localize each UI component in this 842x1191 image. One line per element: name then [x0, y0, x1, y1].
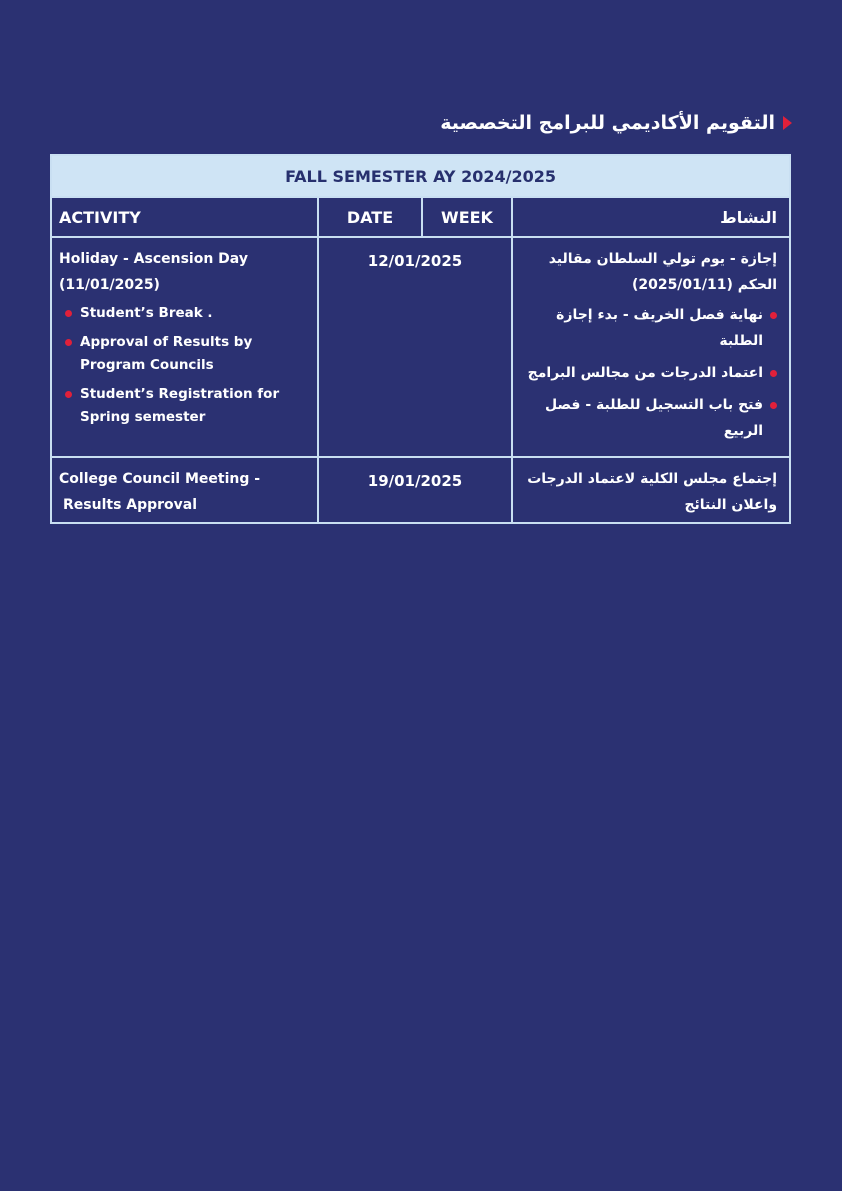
list-item — [521, 302, 777, 354]
section-heading — [192, 112, 792, 134]
heading-title: التقويم الأكاديمي للبرامج التخصصية — [440, 112, 775, 134]
table-title-row — [51, 155, 790, 197]
bullet-text: Student’s Registration for Spring semester — [80, 386, 280, 425]
bullet-text: اعتماد الدرجات من مجالس البرامج — [527, 365, 764, 381]
activity-main: College Council Meeting - — [59, 471, 261, 487]
semester-title: FALL SEMESTER AY 2024/2025 — [51, 155, 790, 197]
bullet-dot-icon — [65, 310, 72, 317]
activity-sub: Results Approval — [63, 497, 198, 513]
header-activity-ar: النشاط — [512, 197, 790, 237]
list-item — [59, 331, 311, 377]
header-activity: ACTIVITY — [51, 197, 318, 237]
bullet-dot-icon — [770, 402, 777, 409]
table-row — [51, 237, 790, 457]
bullet-text: Approval of Results by Program Councils — [80, 334, 253, 373]
list-item — [521, 360, 777, 386]
date-cell: 12/01/2025 — [318, 237, 512, 457]
activity-bullets — [59, 302, 311, 429]
bullet-dot-icon — [770, 370, 777, 377]
activity-main: Holiday - Ascension Day — [59, 251, 248, 267]
activity-ar-bullets — [521, 302, 777, 444]
list-item — [59, 302, 311, 325]
bullet-dot-icon — [65, 339, 72, 346]
activity-ar-cell — [512, 237, 790, 457]
bullet-dot-icon — [770, 312, 777, 319]
list-item — [521, 392, 777, 444]
bullet-text: فتح باب التسجيل للطلبة - فصل الربيع — [545, 397, 764, 439]
activity-ar-main: إجازة - يوم تولي السلطان مقاليد الحكم (2025/01/11) — [548, 251, 778, 293]
header-week: WEEK — [422, 197, 512, 237]
activity-cell — [51, 237, 318, 457]
calendar-table — [50, 154, 791, 524]
list-item — [59, 383, 311, 429]
bullet-dot-icon — [65, 391, 72, 398]
heading-marker-icon — [783, 116, 792, 130]
activity-sub: (11/01/2025) — [59, 277, 160, 293]
bullet-text: نهاية فصل الخريف - بدء إجازة الطلبة — [556, 307, 764, 349]
activity-ar-cell — [512, 457, 790, 523]
bullet-text: Student’s Break . — [80, 305, 213, 321]
header-date: DATE — [318, 197, 422, 237]
activity-ar-main: إجتماع مجلس الكلية لاعتماد الدرجات واعلان النتائج — [527, 471, 778, 513]
activity-cell — [51, 457, 318, 523]
table-header-row — [51, 197, 790, 237]
table-row — [51, 457, 790, 523]
date-cell: 19/01/2025 — [318, 457, 512, 523]
